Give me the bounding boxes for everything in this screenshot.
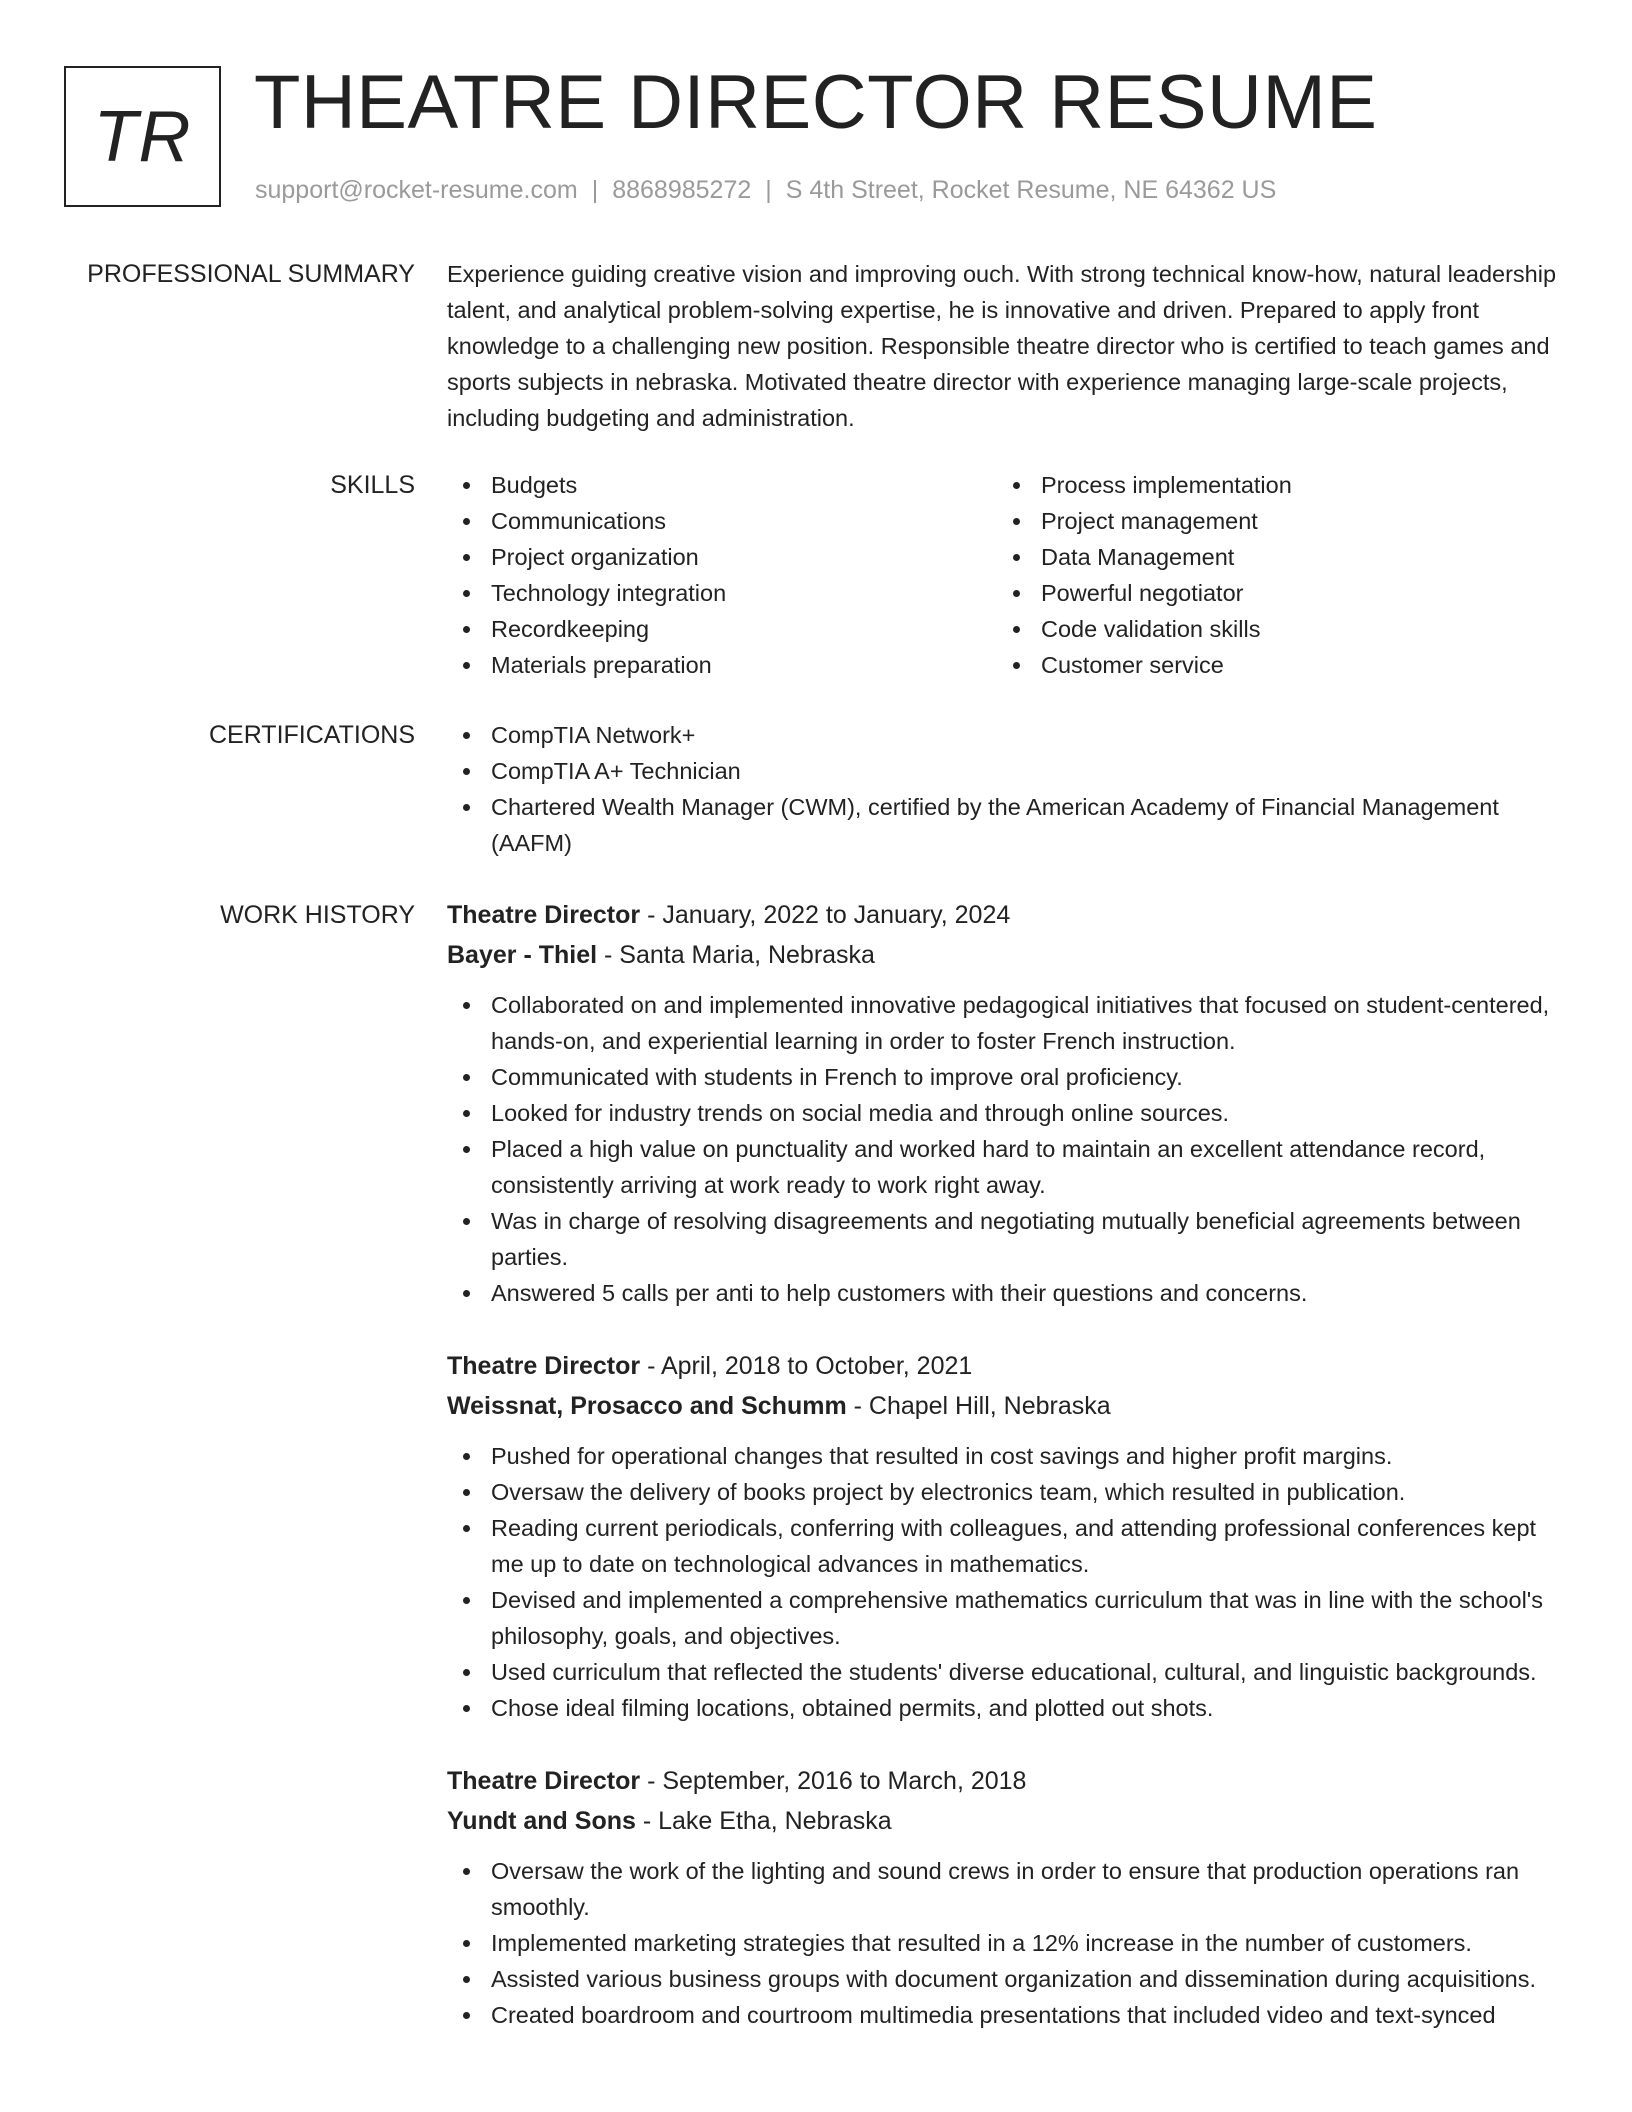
contact-separator: | <box>591 176 599 204</box>
certifications-label: CERTIFICATIONS <box>208 721 415 749</box>
certification-item: CompTIA A+ Technician <box>447 753 1567 789</box>
skills-column-right <box>997 467 1547 683</box>
job-bullet: Assisted various business groups with document organization and dissemination during acquisitions. <box>447 1961 1567 1997</box>
job-title-line <box>447 1346 1567 1386</box>
job-bullets <box>447 1438 1567 1726</box>
job-bullet: Created boardroom and courtroom multimedia presentations that included video and text-synced <box>447 1997 1567 2033</box>
contact-separator: | <box>765 176 772 204</box>
job-bullet: Used curriculum that reflected the students' diverse educational, cultural, and linguistic backgrounds. <box>447 1654 1567 1690</box>
skills-column-left <box>447 467 997 683</box>
job-title: Theatre Director <box>447 1767 641 1795</box>
summary-label: PROFESSIONAL SUMMARY <box>87 260 415 288</box>
skill-item: Customer service <box>997 647 1547 683</box>
job-bullet: Implemented marketing strategies that resulted in a 12% increase in the number of customers. <box>447 1925 1567 1961</box>
job-bullet: Was in charge of resolving disagreements and negotiating mutually beneficial agreements between parties. <box>447 1203 1567 1275</box>
job-dates: - April, 2018 to October, 2021 <box>640 1352 973 1380</box>
job-bullets <box>447 987 1567 1311</box>
job-entry <box>447 1346 1567 1726</box>
job-dates: - September, 2016 to March, 2018 <box>640 1767 1027 1795</box>
job-bullet: Devised and implemented a comprehensive mathematics curriculum that was in line with the school's philosophy, goals, and objectives. <box>447 1582 1567 1654</box>
certification-item: CompTIA Network+ <box>447 717 1567 753</box>
contact-email[interactable]: support@rocket-resume.com <box>255 176 578 204</box>
skill-item: Process implementation <box>997 467 1547 503</box>
job-bullet: Answered 5 calls per anti to help customers with their questions and concerns. <box>447 1275 1567 1311</box>
job-title-line <box>447 1761 1567 1801</box>
skill-item: Code validation skills <box>997 611 1547 647</box>
job-bullet: Oversaw the work of the lighting and sound crews in order to ensure that production operations ran smoothly. <box>447 1853 1567 1925</box>
job-bullet: Placed a high value on punctuality and worked hard to maintain an excellent attendance record, consistently arriving at work ready to work right away. <box>447 1131 1567 1203</box>
job-bullet: Chose ideal filming locations, obtained permits, and plotted out shots. <box>447 1690 1567 1726</box>
job-company-line <box>447 1386 1567 1426</box>
job-company: Weissnat, Prosacco and Schumm <box>447 1392 847 1420</box>
job-bullet: Reading current periodicals, conferring with colleagues, and attending professional conferences kept me up to date on technological advances in mathematics. <box>447 1510 1567 1582</box>
job-company: Bayer - Thiel <box>447 941 598 969</box>
resume-title: THEATRE DIRECTOR RESUME <box>254 60 1378 145</box>
skills-list-left <box>447 467 997 683</box>
work-history-body <box>447 895 1567 2068</box>
job-bullet: Communicated with students in French to improve oral proficiency. <box>447 1059 1567 1095</box>
skills-body <box>447 467 1567 683</box>
job-bullet: Looked for industry trends on social media and through online sources. <box>447 1095 1567 1131</box>
job-location: - Lake Etha, Nebraska <box>635 1807 892 1835</box>
job-entry <box>447 895 1567 1311</box>
skill-item: Project management <box>997 503 1547 539</box>
monogram-box <box>64 66 221 207</box>
skill-item: Materials preparation <box>447 647 997 683</box>
job-location: - Chapel Hill, Nebraska <box>846 1392 1111 1420</box>
skill-item: Powerful negotiator <box>997 575 1547 611</box>
job-bullet: Collaborated on and implemented innovative pedagogical initiatives that focused on student-centered, hands-on, and experiential learning in order to foster French instruction. <box>447 987 1567 1059</box>
work-history-label: WORK HISTORY <box>220 901 415 929</box>
skills-label: SKILLS <box>330 471 415 499</box>
contact-line <box>255 174 1276 206</box>
job-company-line <box>447 935 1567 975</box>
job-location: - Santa Maria, Nebraska <box>597 941 875 969</box>
contact-address: S 4th Street, Rocket Resume, NE 64362 US <box>785 176 1277 204</box>
skill-item: Data Management <box>997 539 1547 575</box>
skill-item: Recordkeeping <box>447 611 997 647</box>
contact-phone[interactable]: 8868985272 <box>612 176 752 204</box>
skill-item: Technology integration <box>447 575 997 611</box>
job-company: Yundt and Sons <box>447 1807 636 1835</box>
summary-body <box>447 256 1567 436</box>
certifications-list <box>447 717 1567 861</box>
summary-text: Experience guiding creative vision and improving ouch. With strong technical know-how, natural leadership talent, and analytical problem-solving expertise, he is innovative and driven. Prepared to apply front knowledge to a challenging new position. Responsible theatre director who is certified to teach games and sports subjects in nebraska. Motivated theatre director with experience managing large-scale projects, including budgeting and administration. <box>447 261 1557 431</box>
job-title: Theatre Director <box>447 901 641 929</box>
certification-item: Chartered Wealth Manager (CWM), certified by the American Academy of Financial Management (AAFM) <box>447 789 1567 861</box>
skill-item: Budgets <box>447 467 997 503</box>
skills-list-right <box>997 467 1547 683</box>
skills-grid <box>447 467 1567 683</box>
certifications-body <box>447 717 1567 861</box>
skill-item: Project organization <box>447 539 997 575</box>
monogram-initials: TR <box>93 96 192 177</box>
job-dates: - January, 2022 to January, 2024 <box>640 901 1011 929</box>
job-bullets <box>447 1853 1567 2033</box>
job-bullet: Pushed for operational changes that resulted in cost savings and higher profit margins. <box>447 1438 1567 1474</box>
job-entry <box>447 1761 1567 2033</box>
job-title-line <box>447 895 1567 935</box>
job-title: Theatre Director <box>447 1352 641 1380</box>
job-company-line <box>447 1801 1567 1841</box>
skill-item: Communications <box>447 503 997 539</box>
job-bullet: Oversaw the delivery of books project by electronics team, which resulted in publication. <box>447 1474 1567 1510</box>
